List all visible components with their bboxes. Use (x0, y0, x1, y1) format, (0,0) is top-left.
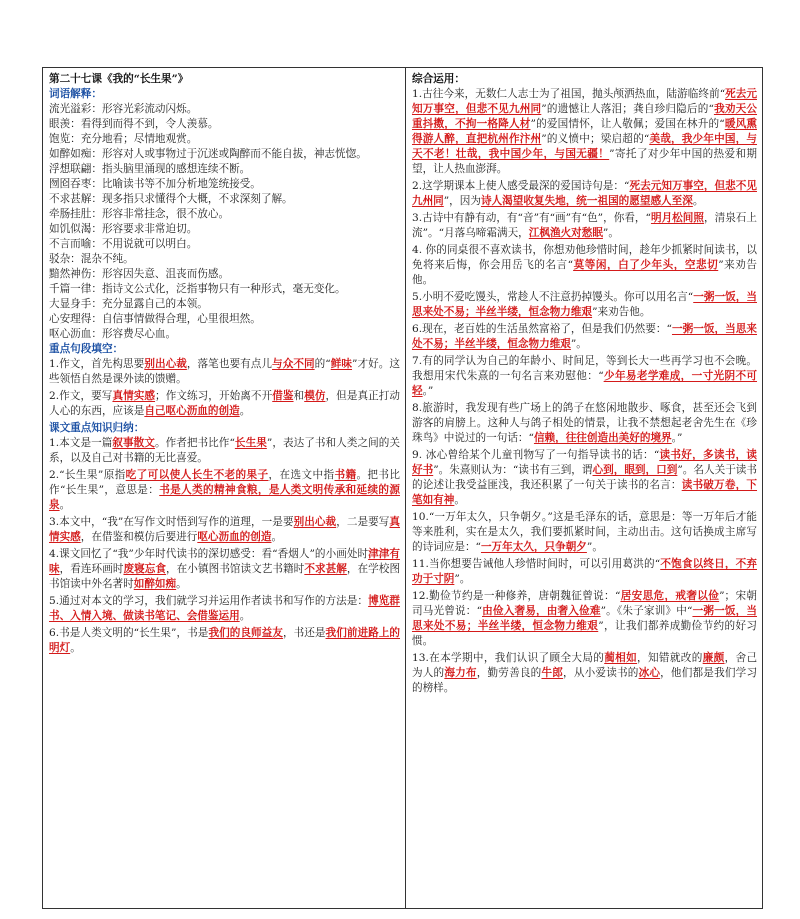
vocab-term: 不言而喻： (49, 238, 102, 250)
prompt-text: ”，让我们都养成勤俭节约的好习惯。 (411, 620, 757, 647)
vocab-item (49, 177, 400, 192)
prompt-text: 。 (176, 578, 187, 590)
prompt-text: ”来劝告他。 (411, 259, 757, 286)
prompt-text: ”；宋朝司马光曾说：“ (411, 590, 757, 617)
answer-text: 真情实感 (112, 390, 156, 402)
answer-text: 美哉，我少年中国，与天不老！壮哉，我中国少年，与国无疆！ (411, 133, 758, 160)
prompt-text: ，书还是 (282, 627, 326, 639)
prompt-text: ”。 (602, 227, 619, 239)
answer-text: 与众不同 (272, 358, 315, 370)
application-heading: 综合运用： (411, 73, 465, 85)
prompt-text: ”寄托了对少年中国的热爱和期望，让人热血澎湃。 (411, 148, 757, 175)
prompt-text: 6.现在，老百姓的生活虽然富裕了，但是我们仍然要：“ (411, 323, 672, 335)
fill-item (49, 357, 400, 387)
prompt-text: 1.古往今来，无数仁人志士为了祖国，抛头颅洒热血，陆游临终前“ (411, 88, 726, 100)
prompt-text: 10.“一万年太久，只争朝夕。”这是毛泽东的话，意思是：等一万年后才能等来胜利，实在是太久，我们要抓紧时间，主动出击。这句话换成主席写的诗词应是：“ (411, 511, 757, 553)
prompt-text: ，看连环画时 (59, 563, 124, 575)
application-item (412, 557, 757, 587)
vocab-item (49, 282, 400, 297)
answer-text: 博览群书、入情入境、做读书笔记、会借鉴运用 (49, 595, 400, 622)
vocab-definition: 形容光彩流动闪烁。 (101, 103, 198, 115)
prompt-text: 和 (293, 390, 305, 402)
prompt-text: ”的爱国情怀，让人敬佩；爱国在林升的“ (530, 118, 725, 130)
vocab-definition: 形容费尽心血。 (101, 328, 177, 340)
answer-text: 我们前进路上的明灯 (49, 627, 400, 654)
key-point-item (49, 436, 400, 466)
prompt-text: ”，表达了书和人类之间的关系，以及自己对书籍的无比喜爱。 (49, 437, 400, 464)
vocab-term: 如醉如痴： (49, 148, 102, 160)
prompt-text: ”的遗憾让人落泪；龚自珍归隐后的“ (541, 103, 714, 115)
prompt-text: ，落笔也要有点儿 (186, 358, 273, 370)
prompt-text: 2.作文，要写 (49, 390, 113, 402)
worksheet-table (42, 67, 763, 909)
answer-text: 信赖，往往创造出美好的境界 (533, 432, 672, 444)
answer-text: 书籍 (334, 469, 357, 481)
prompt-text: ”才好。这些领悟自然是课外读的馈赠。 (49, 358, 401, 385)
vocab-term: 呕心沥血： (49, 328, 102, 340)
vocab-item (49, 102, 400, 117)
application-item (412, 651, 757, 696)
prompt-text: 2.“长生果”原指 (49, 469, 126, 481)
vocab-heading: 词语解释： (49, 88, 102, 100)
key-point-item (49, 547, 400, 592)
prompt-text: 。把书比作“长生果”，意思是： (49, 469, 400, 496)
vocab-definition: 指头脑里涌现的感想连续不断。 (101, 163, 251, 175)
answer-text: 廉颇 (702, 652, 725, 664)
vocab-term: 心安理得： (49, 313, 102, 325)
answer-text: 吃了可以使人长生不老的果子 (125, 469, 269, 481)
prompt-text: ”。 (586, 541, 603, 553)
prompt-text: ”。朱熹则认为：“读书有三到，谓 (433, 464, 593, 476)
prompt-text: ，他们都是我们学习的榜样。 (411, 667, 758, 694)
answer-text: 少年易老学难成，一寸光阴不可轻 (411, 370, 758, 397)
application-item (412, 243, 757, 288)
prompt-text: ”，因为 (443, 195, 481, 207)
key-point-item (49, 468, 400, 513)
answer-text: 莫等闲，白了少年头，空悲切 (573, 259, 719, 271)
prompt-text: 。 (59, 499, 71, 511)
vocab-definition: 形容要求非常迫切。 (101, 223, 198, 235)
vocab-term: 如饥似渴： (49, 223, 102, 235)
vocab-item (49, 267, 400, 282)
answer-text: 不饱食以终日，不弃功于寸阴 (411, 558, 757, 585)
answer-text: 我们的良师益友 (208, 627, 283, 639)
prompt-text: 。” (422, 385, 434, 397)
prompt-text: ”的义愤中；梁启超的“ (541, 133, 650, 145)
prompt-text: ，舍己为人的 (411, 652, 758, 679)
answer-text: 心到，眼到，口到 (592, 464, 678, 476)
vocab-item (49, 222, 400, 237)
application-item (412, 211, 757, 241)
answer-text: 冰心 (638, 667, 661, 679)
prompt-text: 4.课文回忆了“我”少年时代读书的深切感受：看“香烟人”的小画处时 (49, 548, 369, 560)
answer-text: 明月松间照 (650, 212, 704, 224)
vocab-term: 囫囵吞枣： (49, 178, 102, 190)
prompt-text: 3.古诗中有静有动，有“音”有“画”有“色”，你看，“ (411, 212, 651, 224)
key-point-item (49, 515, 400, 545)
key-point-item (49, 594, 400, 624)
vocab-definition: 自信事情做得合理，心里很坦然。 (101, 313, 261, 325)
prompt-text: ；作文练习，开始离不开 (155, 390, 273, 402)
answer-text: 死去元知万事空，但悲不见九州同 (411, 88, 757, 115)
vocab-term: 黯然神伤： (49, 268, 102, 280)
answer-text: 别出心裁 (293, 516, 337, 528)
vocab-definition: 形容因失意、沮丧而伤感。 (101, 268, 230, 280)
answer-text: 一粥一饭，当思来处不易；半丝半缕，恒念物力维艰 (411, 323, 758, 350)
prompt-text: ”。 (570, 338, 587, 350)
answer-text: 死去元知万事空，但悲不见九州同 (411, 180, 757, 207)
prompt-text: ，从小爱读书的 (563, 667, 639, 679)
vocab-definition: 现多指只求懂得个大概，不求深刻了解。 (101, 193, 293, 205)
prompt-text: ，在小镇图书馆读文艺书籍时 (166, 563, 305, 575)
prompt-text: ，知错就改的 (637, 652, 703, 664)
prompt-text: ，在借鉴和模仿后要进行 (80, 531, 198, 543)
vocab-item (49, 252, 400, 267)
prompt-text: 9. 冰心曾给某个儿童刊物写了一句指导读书的话：“ (411, 449, 660, 461)
prompt-text: 的“ (314, 358, 331, 370)
prompt-text: 12.勤俭节约是一种修养，唐朝魏征曾说：“ (411, 590, 621, 602)
prompt-text: 。作者把书比作“ (154, 437, 235, 449)
prompt-text: 6.书是人类文明的“长生果”，书是 (49, 627, 209, 639)
answer-text: 鲜味 (330, 358, 353, 370)
right-column (406, 68, 762, 908)
prompt-text: 。” (671, 432, 683, 444)
prompt-text: 。 (70, 642, 81, 654)
vocab-item (49, 192, 400, 207)
answer-text: 呕心沥血的创造 (197, 531, 272, 543)
prompt-text: 7.有的同学认为自己的年龄小、时间足，等到长大一些再学习也不会晚。我想用宋代朱熹的一句名言来劝慰他：“ (411, 355, 757, 382)
application-item (412, 179, 757, 209)
vocab-item (49, 132, 400, 147)
prompt-text: 。 (271, 531, 283, 543)
left-column (43, 68, 406, 908)
vocab-item (49, 117, 400, 132)
application-item (412, 322, 757, 352)
application-list (412, 87, 757, 696)
prompt-text: 8.旅游时，我发现有些广场上的鸽子在悠闲地散步、啄食，甚至还会飞到游客的肩膀上。这种人与鸽子相处的情景，让我不禁想起老舍先生在《珍珠鸟》中说过的一句话：“ (411, 402, 757, 444)
key-points-list (49, 436, 400, 656)
answer-text: 长生果 (234, 437, 267, 449)
answer-text: 江枫渔火对愁眠 (528, 227, 603, 239)
prompt-text: 11.当你想要告诫他人珍惜时间时，可以引用葛洪的“ (411, 558, 661, 570)
vocab-term: 不求甚解： (49, 193, 102, 205)
answer-text: 居安思危，戒奢以俭 (620, 590, 720, 602)
vocab-term: 眼羡： (49, 118, 81, 130)
answer-text: 我劝天公重抖擞，不拘一格降人材 (411, 103, 758, 130)
vocab-definition: 比喻读书等不加分析地笼统接受。 (101, 178, 261, 190)
vocab-term: 大显身手： (49, 298, 102, 310)
vocab-term: 流光溢彩： (49, 103, 102, 115)
answer-text: 牛郎 (541, 667, 564, 679)
prompt-text: ”。《朱子家训》中“ (600, 605, 693, 617)
answer-text: 叙事散文 (112, 437, 155, 449)
prompt-text: 。 (239, 610, 251, 622)
answer-text: 借鉴 (272, 390, 294, 402)
fill-heading: 重点句段填空： (49, 343, 124, 355)
prompt-text: 5.通过对本文的学习，我们就学习并运用作者读书和写作的方法是： (49, 595, 369, 607)
vocab-term: 浮想联翩： (49, 163, 102, 175)
answer-text: 暖风熏得游人醉，直把杭州作汴州 (411, 118, 757, 145)
answer-text: 蔺相如 (604, 652, 638, 664)
answer-text: 诗人渴望收复失地，统一祖国的愿望感人至深 (480, 195, 693, 207)
answer-text: 自己呕心沥血的创造 (144, 405, 240, 417)
application-item (412, 589, 757, 649)
prompt-text: ”。 (454, 573, 471, 585)
answer-text: 海力布 (444, 667, 477, 679)
prompt-text: 1.本文是一篇 (49, 437, 113, 449)
application-item (412, 87, 757, 177)
prompt-text: 2.这学期课本上使人感受最深的爱国诗句是：“ (411, 180, 630, 192)
application-item (412, 510, 757, 555)
vocab-term: 千篇一律： (49, 283, 102, 295)
application-item (412, 290, 757, 320)
vocab-item (49, 327, 400, 342)
answer-text: 模仿 (304, 390, 326, 402)
answer-text: 一粥一饭，当思来处不易；半丝半缕，恒念物力维艰 (411, 291, 757, 318)
key-points-heading: 课文重点知识归纳： (49, 422, 145, 434)
vocab-definition: 混杂不纯。 (80, 253, 134, 265)
prompt-text: 。 (692, 195, 704, 207)
fill-item (49, 389, 400, 419)
answer-text: 如醉如痴 (133, 578, 177, 590)
vocab-item (49, 297, 400, 312)
fill-list (49, 357, 400, 419)
prompt-text: 1.作文，首先构思要 (49, 358, 145, 370)
answer-text: 书是人类的精神食粮，是人类文明传承和延续的源泉 (49, 484, 400, 511)
answer-text: 由俭入奢易，由奢入俭难 (482, 605, 601, 617)
vocab-definition: 充分显露自己的本领。 (101, 298, 208, 310)
prompt-text: 。 (454, 494, 465, 506)
answer-text: 一万年太久，只争朝夕 (480, 541, 587, 553)
vocab-term: 驳杂： (49, 253, 81, 265)
prompt-text: 13.在本学期中，我们认识了顾全大局的 (411, 652, 605, 664)
key-point-item (49, 626, 400, 656)
prompt-text: 5.小明不爱吃馒头，常趁人不注意扔掉馒头。你可以用名言“ (411, 291, 694, 303)
answer-text: 废寝忘食 (123, 563, 167, 575)
prompt-text: ，勤劳善良的 (476, 667, 542, 679)
prompt-text: ，清泉石上流”。“月落乌啼霜满天， (411, 212, 757, 239)
application-item (412, 354, 757, 399)
prompt-text: ”。名人关于读书的论述让我受益匪浅，我还积累了一句关于读书的名言： (411, 464, 758, 491)
vocab-item (49, 237, 400, 252)
prompt-text: ，但是真正打动人心的东西，应该是 (49, 390, 401, 417)
application-item (412, 448, 757, 508)
vocab-item (49, 312, 400, 327)
prompt-text: 4. 你的同桌很不喜欢读书，你想劝他珍惜时间，趁年少抓紧时间读书，以免将来后悔，你会用岳飞的名言“ (411, 244, 757, 271)
prompt-text: 。 (239, 405, 251, 417)
vocab-list (49, 102, 400, 342)
answer-text: 真情实感 (49, 516, 400, 543)
vocab-item (49, 207, 400, 222)
vocab-term: 饱览： (49, 133, 81, 145)
answer-text: 一粥一饭，当思来处不易；半丝半缕，恒念物力维艰 (411, 605, 758, 632)
prompt-text: ，在选文中指 (268, 469, 335, 481)
application-item (412, 401, 757, 446)
answer-text: 别出心裁 (144, 358, 187, 370)
vocab-definition: 不用说就可以明白。 (101, 238, 198, 250)
vocab-item (49, 147, 400, 162)
answer-text: 津津有味 (49, 548, 400, 575)
vocab-definition: 形容对人或事物过于沉迷或陶醉而不能自拔，神志恍惚。 (101, 148, 367, 160)
vocab-definition: 充分地看；尽情地观赏。 (80, 133, 198, 145)
prompt-text: ，在学校图书馆读中外名著时 (49, 563, 401, 590)
prompt-text: 3.本文中，“我”在写作文时悟到写作的道理，一是要 (49, 516, 294, 528)
vocab-term: 牵肠挂肚： (49, 208, 102, 220)
vocab-definition: 指诗文公式化，泛指事物只有一种形式，毫无变化。 (101, 283, 346, 295)
answer-text: 读书破万卷，下笔如有神 (411, 479, 758, 506)
vocab-definition: 看得到而得不到，令人羡慕。 (80, 118, 219, 130)
lesson-title: 第二十七课《我的“长生果”》 (49, 73, 189, 85)
vocab-definition: 形容非常挂念，很不放心。 (101, 208, 230, 220)
answer-text: 不求甚解 (304, 563, 347, 575)
answer-text: 读书好，多读书，读好书 (411, 449, 758, 476)
prompt-text: ，二是要写 (336, 516, 390, 528)
prompt-text: ”来劝告他。 (592, 306, 651, 318)
vocab-item (49, 162, 400, 177)
